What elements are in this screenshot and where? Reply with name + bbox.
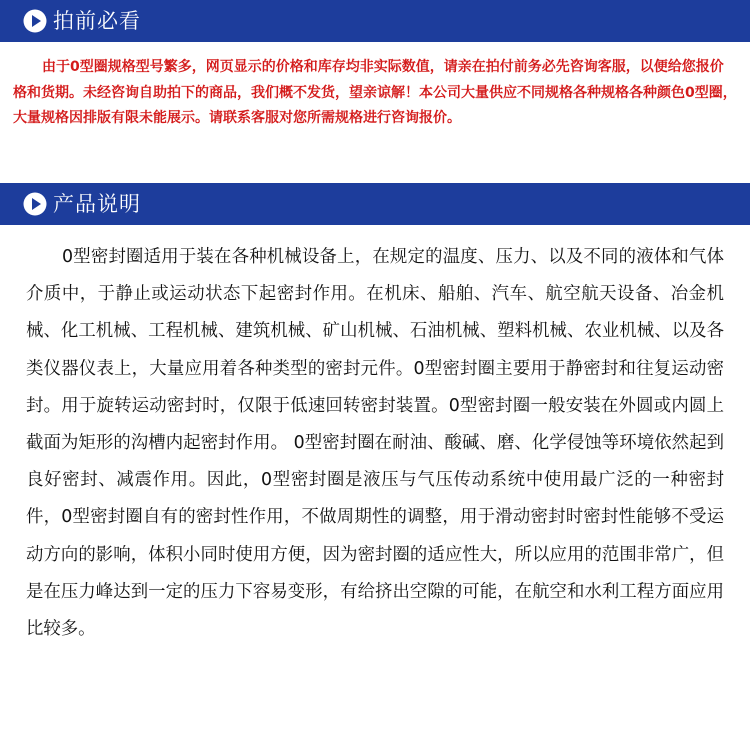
description-text: 0型密封圈适用于装在各种机械设备上，在规定的温度、压力、以及不同的液体和气体介质中，于静止或运动状态下起密封作用。在机床、船舶、汽车、航空航天设备、冶金机械、化工机械、工程机械、建筑机械、矿山机械、石油机械、塑料机械、农业机械、以及各类仪器仪表上，大量应用着各种类型的密封元件。0型密封圈主要用于静密封和往复运动密封。用于旋转运动密封时，仅限于低速回转密封装置。0型密封圈一般安装在外圆或内圆上截面为矩形的沟槽内起密封作用。 0型密封圈在耐油、酸碱、磨、化学侵蚀等环境依然起到良好密封、减震作用。因此，0型密封圈是液压与气压传动系统中使用最广泛的一种密封件，0型密封圈自有的密封性作用，不做周期性的调整，用于滑动密封时密封性能够不受运动方向的影响，体积小同时使用方便，因为密封圈的适应性大，所以应用的范围非常广，但是在压力峰达到一定的压力下容易变形，有给挤出空隙的可能，在航空和水利工程方面应用比较多。 [26,247,724,640]
section-header-before-purchase [0,0,750,42]
purchase-notice [0,55,750,132]
section-title: 拍前必看 [53,9,141,33]
play-circle-icon [22,191,48,217]
play-circle-icon [22,8,48,34]
section-title: 产品说明 [53,192,141,216]
notice-text: 由于0型圈规格型号繁多，网页显示的价格和库存均非实际数值，请亲在拍付前务必先咨询客服，以便给您报价格和货期。未经咨询自助拍下的商品，我们概不发货，望亲谅解！本公司大量供应不同规格各种规格各种颜色0型圈，大量规格因排版有限未能展示。请联系客服对您所需规格进行咨询报价。 [13,59,737,126]
product-description [0,239,750,648]
section-header-product-description [0,183,750,225]
